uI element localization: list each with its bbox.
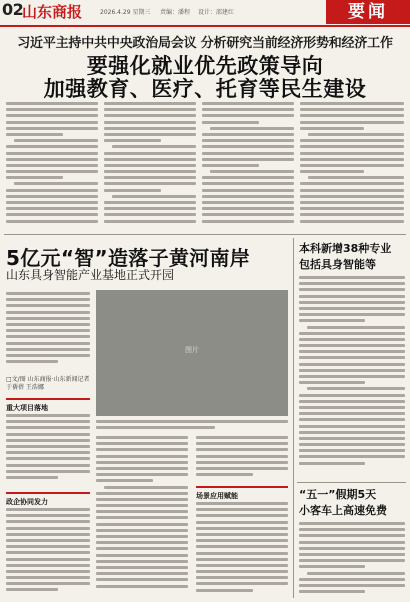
- photo-caption: [96, 420, 288, 430]
- subhead-rule-2: [6, 492, 90, 494]
- feature-deck: 山东具身智能产业基地正式开园: [6, 268, 175, 282]
- header-rule: [0, 25, 410, 27]
- feature-subhead-1: 重大项目落地: [6, 404, 48, 412]
- right-headline-line1: 本科新增38种专业: [299, 242, 392, 255]
- lead-body-col1: [6, 102, 98, 230]
- lead-body-col3: [202, 102, 294, 230]
- issue-date: 2026.4.29 星期三: [100, 9, 151, 16]
- designer-credit: 设计：邵建红: [198, 9, 235, 16]
- right-column-divider: [297, 482, 406, 483]
- feature-intro: [6, 292, 90, 370]
- newspaper-name: 山东商报: [22, 3, 83, 21]
- lead-body-col2: [104, 102, 196, 230]
- subhead-rule-1: [6, 398, 90, 400]
- page-header: [0, 0, 410, 24]
- lead-headline-line2: 加强教育、医疗、托育等民生建设: [43, 77, 367, 101]
- feature-headline: 5亿元“智”造落子黄河南岸: [6, 246, 251, 270]
- lead-headline-line1: 要强化就业优先政策导向: [86, 54, 324, 78]
- editor-credit: 责编：潘程: [160, 9, 191, 16]
- lead-body-col4: [300, 102, 404, 230]
- section-divider: [4, 234, 406, 235]
- feature-body-col3a: [196, 436, 288, 482]
- feature-subhead-2: 政企协同发力: [6, 498, 48, 506]
- right-article-body: [299, 276, 405, 476]
- feature-body-col3b: [196, 502, 288, 598]
- photo-placeholder-label: 图片: [185, 346, 199, 355]
- subhead-rule-3: [196, 486, 288, 488]
- bottom-article-body: [299, 522, 405, 598]
- lead-kicker: 习近平主持中共中央政治局会议 分析研究当前经济形势和经济工作: [17, 36, 393, 51]
- right-headline-line2: 包括具身智能等: [299, 258, 376, 271]
- feature-photo: [96, 290, 288, 416]
- page-number: 02: [2, 0, 24, 19]
- feature-byline: □文/图 山东商报·山东新闻记者 于蒨蓓 王浩娜: [6, 376, 90, 391]
- feature-body-col1a: [6, 414, 90, 488]
- feature-body-col2: [96, 436, 188, 596]
- bottom-headline-line1: “五一”假期5天: [299, 488, 377, 501]
- section-badge: 要闻: [326, 0, 410, 24]
- feature-subhead-3: 场景应用赋能: [196, 492, 238, 500]
- right-column-rule: [293, 238, 294, 598]
- feature-body-col1b: [6, 508, 90, 598]
- bottom-headline-line2: 小客车上高速免费: [299, 504, 387, 517]
